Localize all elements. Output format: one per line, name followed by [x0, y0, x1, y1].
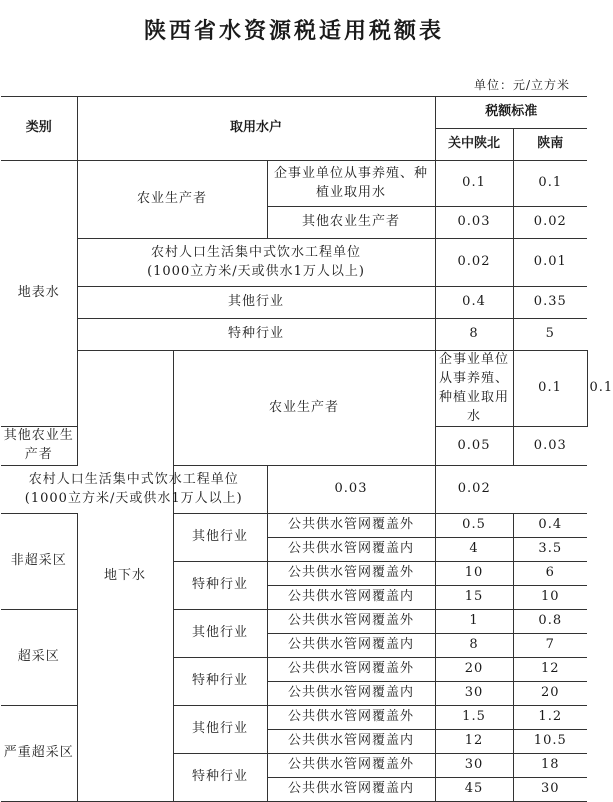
- coverage-label: 公共供水管网覆盖内: [267, 682, 435, 706]
- table-row: 地下水 农业生产者 企事业单位从事养殖、种植业取用水 0.1 0.1: [1, 351, 587, 427]
- rate-cell: 12: [435, 730, 513, 754]
- coverage-label: 公共供水管网覆盖外: [267, 706, 435, 730]
- unit-note: 单位：元/立方米: [473, 78, 570, 92]
- rate-cell: 20: [513, 682, 587, 706]
- rate-cell: 30: [513, 778, 587, 802]
- ground-rural-line2: (1000立方米/天或供水1万人以上): [24, 490, 243, 506]
- header-category: 类别: [1, 97, 77, 161]
- table-row: [1, 161, 587, 207]
- coverage-label: 公共供水管网覆盖外: [267, 562, 435, 586]
- rate-cell: 0.1: [513, 161, 587, 207]
- rate-cell: 45: [435, 778, 513, 802]
- header-region-shannan: 陕南: [513, 129, 587, 161]
- rate-cell: 18: [513, 754, 587, 778]
- rate-cell: 0.8: [513, 610, 587, 634]
- rate-cell: 5: [513, 319, 587, 351]
- header-row: [1, 97, 587, 129]
- rate-cell: 0.1: [513, 351, 587, 427]
- rate-cell: 0.03: [267, 466, 435, 514]
- rate-cell: 7: [513, 634, 587, 658]
- zone-label: 非超采区: [1, 514, 77, 610]
- rate-cell: 15: [435, 586, 513, 610]
- surface-special-industry: 特种行业: [77, 319, 435, 351]
- rate-cell: 12: [513, 658, 587, 682]
- surface-other-industry: 其他行业: [77, 287, 435, 319]
- surface-agri-label: 农业生产者: [77, 161, 267, 239]
- industry-label: 特种行业: [173, 562, 267, 610]
- header-region-guanzhong-shanbei: 关中陕北: [435, 129, 513, 161]
- rate-cell: 3.5: [513, 538, 587, 562]
- rate-cell: 0.03: [435, 207, 513, 239]
- rate-cell: 4: [435, 538, 513, 562]
- table-row: [1, 239, 587, 287]
- surface-rural-line2: (1000立方米/天或供水1万人以上): [147, 263, 365, 279]
- rate-cell: 0.1: [435, 161, 513, 207]
- rate-cell: 0.01: [513, 239, 587, 287]
- industry-label: 其他行业: [173, 514, 267, 562]
- rate-cell: 0.03: [513, 427, 587, 466]
- document-title: 陕西省水资源税适用税额表: [143, 18, 444, 44]
- rate-cell: 1.2: [513, 706, 587, 730]
- zone-label: 超采区: [1, 610, 77, 706]
- rate-cell: 0.02: [435, 466, 513, 514]
- rate-cell: 0.02: [435, 239, 513, 287]
- surface-agri-enterprise: 企事业单位从事养殖、种植业取用水: [267, 161, 435, 207]
- tax-rate-table: [1, 96, 613, 802]
- coverage-label: 公共供水管网覆盖内: [267, 634, 435, 658]
- surface-rural-water: [77, 239, 435, 287]
- ground-rural-line1: 农村人口生活集中式饮水工程单位: [28, 471, 239, 487]
- table-row: [1, 466, 587, 514]
- coverage-label: 公共供水管网覆盖外: [267, 658, 435, 682]
- coverage-label: 公共供水管网覆盖外: [267, 754, 435, 778]
- rate-cell: 1: [435, 610, 513, 634]
- coverage-label: 公共供水管网覆盖内: [267, 538, 435, 562]
- industry-label: 特种行业: [173, 658, 267, 706]
- rate-cell: 10: [435, 562, 513, 586]
- table-row: [1, 287, 587, 319]
- rate-cell: 20: [435, 658, 513, 682]
- coverage-label: 公共供水管网覆盖外: [267, 514, 435, 538]
- header-standard: 税额标准: [435, 97, 587, 129]
- ground-rural-water: [1, 466, 267, 514]
- ground-agri-other: 其他农业生产者: [1, 427, 77, 466]
- category-ground-water: 地下水: [77, 351, 173, 802]
- rate-cell: 10.5: [513, 730, 587, 754]
- surface-agri-other: 其他农业生产者: [267, 207, 435, 239]
- industry-label: 其他行业: [173, 610, 267, 658]
- coverage-label: 公共供水管网覆盖内: [267, 778, 435, 802]
- coverage-label: 公共供水管网覆盖内: [267, 730, 435, 754]
- rate-cell: 8: [435, 634, 513, 658]
- rate-cell: 30: [435, 754, 513, 778]
- table-row: [1, 319, 587, 351]
- rate-cell: 10: [513, 586, 587, 610]
- rate-cell: 1.5: [435, 706, 513, 730]
- ground-agri-enterprise: 企事业单位从事养殖、种植业取用水: [435, 351, 513, 427]
- rate-cell: 0.35: [513, 287, 587, 319]
- rate-cell: 0.4: [435, 287, 513, 319]
- rate-cell: 6: [513, 562, 587, 586]
- zone-label: 严重超采区: [1, 706, 77, 802]
- coverage-label: 公共供水管网覆盖外: [267, 610, 435, 634]
- rate-cell: 0.02: [513, 207, 587, 239]
- rate-cell: 8: [435, 319, 513, 351]
- header-user: 取用水户: [77, 97, 435, 161]
- category-surface-water: 地表水: [1, 161, 77, 427]
- ground-agri-label: 农业生产者: [173, 351, 435, 466]
- surface-rural-line1: 农村人口生活集中式饮水工程单位: [151, 244, 362, 260]
- coverage-label: 公共供水管网覆盖内: [267, 586, 435, 610]
- industry-label: 特种行业: [173, 754, 267, 802]
- rate-cell: 30: [435, 682, 513, 706]
- rate-cell: 0.4: [513, 514, 587, 538]
- rate-cell: 0.05: [435, 427, 513, 466]
- industry-label: 其他行业: [173, 706, 267, 754]
- rate-cell: 0.5: [435, 514, 513, 538]
